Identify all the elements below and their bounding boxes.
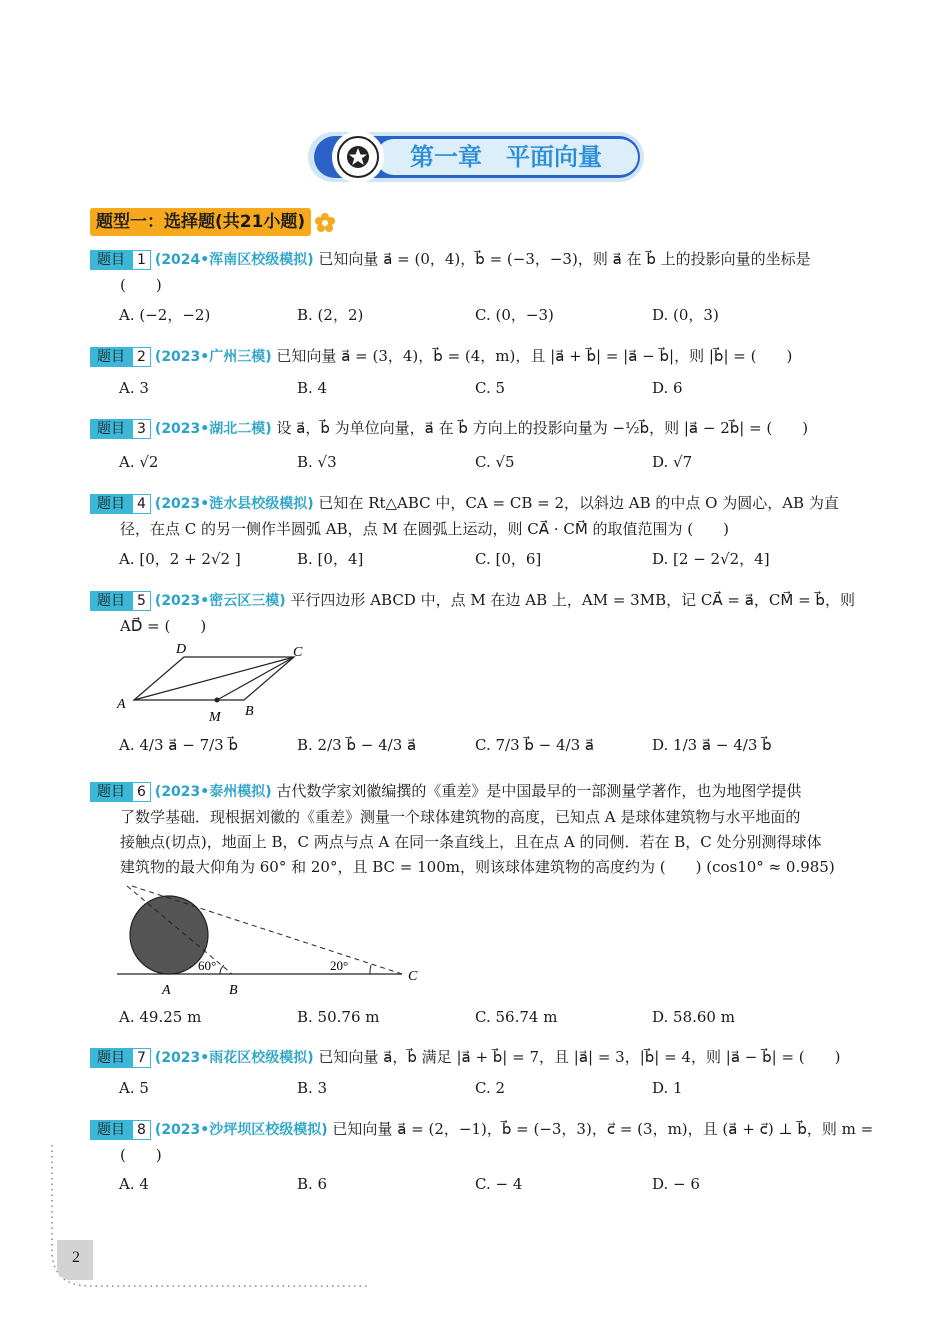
question-text: ( ) bbox=[120, 1146, 162, 1164]
question-source: (2023•密云区三模) bbox=[154, 593, 286, 609]
question-4 bbox=[90, 491, 862, 542]
question-text: 古代数学家刘徽编撰的《重差》是中国最早的一部测量学著作，也为地图学提供 bbox=[276, 782, 802, 800]
question-source: (2023•沙坪坝区校级模拟) bbox=[154, 1122, 328, 1138]
options-2 bbox=[119, 376, 859, 400]
options-1 bbox=[119, 303, 859, 327]
question-text: 径，在点 C 的另一侧作半圆弧 AB，点 M 在圆弧上运动，则 CA⃗ · CM⃗ 的取值范围为 ( ) bbox=[120, 520, 730, 538]
angle-arc-20 bbox=[370, 965, 371, 974]
options-7 bbox=[119, 1076, 859, 1100]
option-a[interactable]: A. √2 bbox=[119, 453, 159, 471]
segment-cm bbox=[217, 657, 294, 700]
question-text: 设 a⃗，b⃗ 为单位向量，a⃗ 在 b⃗ 方向上的投影向量为 −½b⃗，则 |a⃗ − 2b⃗| = ( ) bbox=[276, 419, 809, 437]
option-d[interactable]: D. [2 − 2√2，4] bbox=[652, 550, 770, 568]
section-title: 题型一 bbox=[96, 212, 147, 232]
section-separator: ： bbox=[147, 212, 164, 232]
question-text: ( ) bbox=[120, 276, 162, 294]
label-c: C bbox=[293, 645, 303, 660]
option-c[interactable]: C. − 4 bbox=[475, 1175, 523, 1193]
question-text: 了数学基础．现根据刘徽的《重差》测量一个球体建筑物的高度，已知点 A 是球体建筑物与水平地面的 bbox=[120, 808, 801, 826]
flower-icon bbox=[314, 212, 336, 234]
question-tag: 题目 2 bbox=[90, 347, 151, 367]
question-5 bbox=[90, 588, 862, 639]
options-4 bbox=[119, 547, 859, 571]
option-c[interactable]: C. 5 bbox=[475, 379, 506, 397]
section-header bbox=[90, 208, 336, 236]
label-a: A bbox=[117, 697, 126, 712]
question-source: (2023•泰州模拟) bbox=[154, 784, 272, 800]
question-text: 平行四边形 ABCD 中，点 M 在边 AB 上，AM = 3MB，记 CA⃗ = a⃗，CM⃗ = b⃗，则 bbox=[290, 591, 855, 609]
option-a[interactable]: A. 49.25 m bbox=[119, 1008, 202, 1026]
option-d[interactable]: D. (0，3) bbox=[652, 306, 719, 324]
option-d[interactable]: D. 1/3 a⃗ − 4/3 b⃗ bbox=[652, 736, 772, 754]
question-source: (2023•湖北二模) bbox=[154, 421, 272, 437]
option-d[interactable]: D. 58.60 m bbox=[652, 1008, 735, 1026]
question-2 bbox=[90, 344, 862, 370]
option-d[interactable]: D. − 6 bbox=[652, 1175, 700, 1193]
option-c[interactable]: C. (0，−3) bbox=[475, 306, 554, 324]
option-c[interactable]: C. 7/3 b⃗ − 4/3 a⃗ bbox=[475, 736, 595, 754]
option-a[interactable]: A. [0，2 + 2√2 ] bbox=[119, 550, 241, 568]
option-d[interactable]: D. 6 bbox=[652, 379, 683, 397]
option-b[interactable]: B. (2，2) bbox=[297, 306, 364, 324]
question-text: 已知向量 a⃗ = (2，−1)，b⃗ = (−3，3)，c⃗ = (3，m)，且 (a⃗ + c⃗) ⊥ b⃗，则 m = bbox=[332, 1120, 874, 1138]
question-tag: 题目 8 bbox=[90, 1120, 151, 1140]
chapter-banner bbox=[306, 129, 646, 185]
label-d: D bbox=[176, 642, 187, 657]
question-source: (2023•雨花区校级模拟) bbox=[154, 1050, 314, 1066]
options-3 bbox=[119, 450, 859, 474]
question-text: 已知向量 a⃗ = (0，4)，b⃗ = (−3，−3)，则 a⃗ 在 b⃗ 上的投影向量的坐标是 bbox=[318, 250, 811, 268]
question-text: 接触点(切点)，地面上 B，C 两点与点 A 在同一条直线上，且在点 A 的同侧．若在 B，C 处分别测得球体 bbox=[120, 833, 822, 851]
star-icon bbox=[347, 146, 369, 168]
page-number-tab bbox=[57, 1240, 93, 1280]
question-source: (2023•广州三模) bbox=[154, 349, 272, 365]
label-a: A bbox=[162, 983, 171, 998]
question-text: 已知在 Rt△ABC 中，CA = CB = 2，以斜边 AB 的中点 O 为圆心，AB 为直 bbox=[318, 494, 839, 512]
label-b: B bbox=[245, 704, 254, 719]
option-d[interactable]: D. 1 bbox=[652, 1079, 683, 1097]
parallelogram-figure bbox=[112, 638, 322, 726]
option-b[interactable]: B. 4 bbox=[297, 379, 328, 397]
label-b: B bbox=[229, 983, 238, 998]
question-tag: 题目 1 bbox=[90, 250, 151, 270]
option-b[interactable]: B. 3 bbox=[297, 1079, 328, 1097]
point-m bbox=[215, 698, 220, 703]
option-b[interactable]: B. 6 bbox=[297, 1175, 328, 1193]
diagonal-ac bbox=[134, 657, 294, 700]
question-1 bbox=[90, 247, 862, 298]
angle-60-label: 60° bbox=[198, 958, 217, 973]
option-a[interactable]: A. 5 bbox=[119, 1079, 149, 1097]
question-text: AD⃗ = ( ) bbox=[120, 617, 207, 635]
sphere-building bbox=[130, 896, 208, 974]
question-text: 已知向量 a⃗ = (3，4)，b⃗ = (4，m)，且 |a⃗ + b⃗| = |a⃗ − b⃗|，则 |b⃗| = ( ) bbox=[276, 347, 793, 365]
option-b[interactable]: B. 2/3 b⃗ − 4/3 a⃗ bbox=[297, 736, 417, 754]
question-tag: 题目 4 bbox=[90, 494, 151, 514]
label-c: C bbox=[408, 969, 418, 984]
options-6 bbox=[119, 1005, 859, 1029]
question-6 bbox=[90, 779, 862, 880]
angle-arc-60 bbox=[220, 965, 224, 974]
option-b[interactable]: B. [0，4] bbox=[297, 550, 364, 568]
label-m: M bbox=[209, 710, 221, 725]
section-subtitle: 选择题(共21小题) bbox=[164, 212, 306, 232]
question-source: (2024•浑南区校级模拟) bbox=[154, 252, 314, 268]
option-c[interactable]: C. 2 bbox=[475, 1079, 506, 1097]
option-b[interactable]: B. 50.76 m bbox=[297, 1008, 380, 1026]
section-box bbox=[90, 208, 311, 236]
question-tag: 题目 5 bbox=[90, 591, 151, 611]
option-c[interactable]: C. √5 bbox=[475, 453, 515, 471]
chapter-title: 第一章 平面向量 bbox=[410, 143, 602, 171]
option-a[interactable]: A. 4/3 a⃗ − 7/3 b⃗ bbox=[119, 736, 239, 754]
question-tag: 题目 6 bbox=[90, 782, 151, 802]
question-tag: 题目 3 bbox=[90, 419, 151, 439]
option-a[interactable]: A. 3 bbox=[119, 379, 149, 397]
question-7 bbox=[90, 1045, 862, 1071]
page-number: 2 bbox=[72, 1249, 80, 1266]
option-d[interactable]: D. √7 bbox=[652, 453, 693, 471]
option-c[interactable]: C. 56.74 m bbox=[475, 1008, 558, 1026]
sphere-building-figure bbox=[112, 884, 432, 1000]
option-a[interactable]: A. (−2，−2) bbox=[119, 306, 211, 324]
option-c[interactable]: C. [0，6] bbox=[475, 550, 542, 568]
option-a[interactable]: A. 4 bbox=[119, 1175, 149, 1193]
question-3 bbox=[90, 416, 862, 442]
angle-20-label: 20° bbox=[330, 958, 349, 973]
question-text: 已知向量 a⃗，b⃗ 满足 |a⃗ + b⃗| = 7，且 |a⃗| = 3，|b⃗| = 4，则 |a⃗ − b⃗| = ( ) bbox=[318, 1048, 841, 1066]
options-5 bbox=[119, 733, 859, 757]
question-text: 建筑物的最大仰角为 60° 和 20°，且 BC = 100m，则该球体建筑物的高度约为 ( ) (cos10° ≈ 0.985) bbox=[120, 858, 835, 876]
question-source: (2023•涟水县校级模拟) bbox=[154, 496, 314, 512]
option-b[interactable]: B. √3 bbox=[297, 453, 337, 471]
question-tag: 题目 7 bbox=[90, 1048, 151, 1068]
